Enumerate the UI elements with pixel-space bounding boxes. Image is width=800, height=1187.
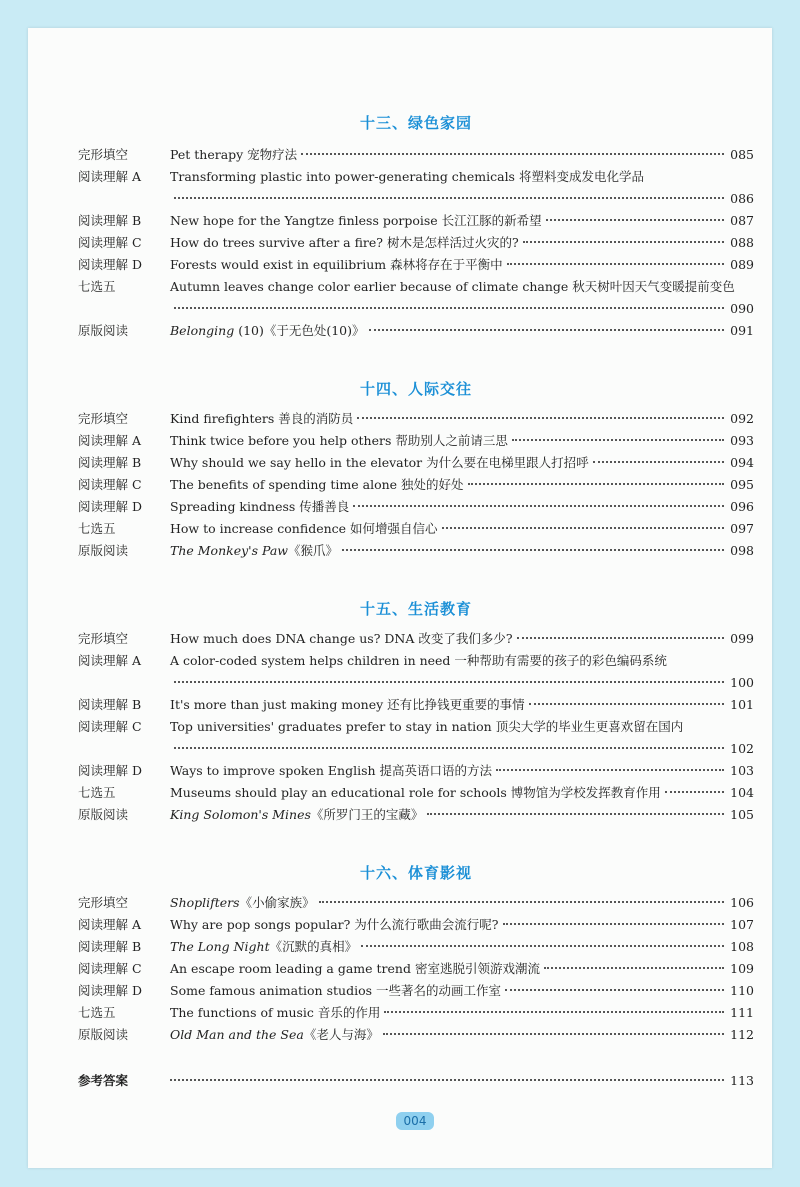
entry-page: 093	[730, 433, 754, 448]
entry-title: Spreading kindness 传播善良	[170, 499, 350, 514]
entry-page: 104	[730, 785, 754, 800]
toc-entry[interactable]	[78, 320, 754, 342]
entry-title: Forests would exist in equilibrium 森林将存在于平衡中	[170, 257, 503, 272]
entry-category: 阅读理解 C	[78, 235, 142, 250]
toc-entry[interactable]	[78, 936, 754, 958]
entry-page: 102	[730, 741, 754, 756]
entry-page: 090	[730, 301, 754, 316]
entry-category: 七选五	[78, 279, 116, 294]
answers-label: 参考答案	[78, 1073, 129, 1088]
entry-page: 113	[730, 1073, 754, 1088]
toc-entry[interactable]	[78, 430, 754, 452]
entry-page: 107	[730, 917, 754, 932]
entry-page: 092	[730, 411, 754, 426]
entry-page: 094	[730, 455, 754, 470]
entry-title: Belonging (10)《于无色处(10)》	[170, 323, 365, 338]
entry-page: 096	[730, 499, 754, 514]
entry-page: 089	[730, 257, 754, 272]
entry-title: Top universities' graduates prefer to stay in nation 顶尖大学的毕业生更喜欢留在国内	[170, 719, 684, 734]
entry-title: It's more than just making money 还有比挣钱更重要的事情	[170, 697, 525, 712]
section-title: 十五、生活教育	[359, 600, 472, 618]
toc-entry[interactable]	[78, 452, 754, 474]
toc-entry[interactable]	[78, 276, 754, 316]
toc-entry[interactable]	[78, 892, 754, 914]
entry-title: New hope for the Yangtze finless porpoise 长江江豚的新希望	[170, 213, 542, 228]
entry-title: Museums should play an educational role for schools 博物馆为学校发挥教育作用	[170, 785, 661, 800]
entry-title: Transforming plastic into power-generating chemicals 将塑料变成发电化学品	[170, 169, 644, 184]
entry-title: The Long Night《沉默的真相》	[170, 939, 358, 954]
entry-category: 完形填空	[78, 631, 129, 646]
entry-page: 101	[730, 697, 754, 712]
toc-entry[interactable]	[78, 694, 754, 716]
entry-page: 111	[730, 1005, 754, 1020]
entry-title: The functions of music 音乐的作用	[170, 1005, 381, 1020]
entry-category: 阅读理解 D	[78, 257, 142, 272]
entry-category: 完形填空	[78, 411, 129, 426]
entry-title: The benefits of spending time alone 独处的好处	[170, 477, 464, 492]
entry-category: 阅读理解 C	[78, 961, 142, 976]
entry-category: 原版阅读	[78, 323, 129, 338]
toc-entry[interactable]	[78, 408, 754, 430]
section-title: 十六、体育影视	[359, 864, 472, 882]
entry-category: 阅读理解 A	[78, 433, 142, 448]
entry-page: 108	[730, 939, 754, 954]
toc-entry[interactable]	[78, 518, 754, 540]
section-title: 十四、人际交往	[359, 380, 472, 398]
entry-title: A color-coded system helps children in need 一种帮助有需要的孩子的彩色编码系统	[170, 653, 667, 668]
entry-page: 087	[730, 213, 754, 228]
entry-page: 088	[730, 235, 754, 250]
toc-entry[interactable]	[78, 474, 754, 496]
entry-page: 109	[730, 961, 754, 976]
section-title: 十三、绿色家园	[359, 114, 472, 132]
toc-entry[interactable]	[78, 914, 754, 936]
entry-title: Think twice before you help others 帮助别人之前请三思	[170, 433, 508, 448]
toc-entry[interactable]	[78, 716, 754, 756]
entry-title: The Monkey's Paw《猴爪》	[170, 543, 339, 558]
entry-title: Autumn leaves change color earlier because of climate change 秋天树叶因天气变暖提前变色	[170, 279, 735, 294]
entry-title: Ways to improve spoken English 提高英语口语的方法	[170, 763, 493, 778]
entry-title: An escape room leading a game trend 密室逃脱引领游戏潮流	[170, 961, 540, 976]
entry-category: 阅读理解 C	[78, 719, 142, 734]
entry-page: 086	[730, 191, 754, 206]
entry-category: 阅读理解 A	[78, 169, 142, 184]
entry-page: 097	[730, 521, 754, 536]
entry-category: 七选五	[78, 521, 116, 536]
toc-entry[interactable]	[78, 166, 754, 206]
entry-title: Shoplifters《小偷家族》	[170, 895, 315, 910]
entry-page: 099	[730, 631, 754, 646]
toc-entry[interactable]	[78, 958, 754, 980]
toc-entry[interactable]	[78, 496, 754, 518]
entry-page: 091	[730, 323, 754, 338]
entry-title: King Solomon's Mines《所罗门王的宝藏》	[170, 807, 424, 822]
entry-page: 106	[730, 895, 754, 910]
entry-page: 105	[730, 807, 754, 822]
entry-category: 阅读理解 B	[78, 455, 142, 470]
entry-category: 七选五	[78, 1005, 116, 1020]
toc-entry[interactable]	[78, 540, 754, 562]
toc-entry[interactable]	[78, 782, 754, 804]
entry-title: Some famous animation studios 一些著名的动画工作室	[170, 983, 501, 998]
entry-page: 112	[730, 1027, 754, 1042]
toc-entry[interactable]	[78, 1002, 754, 1024]
entry-category: 阅读理解 A	[78, 653, 142, 668]
entry-title: How do trees survive after a fire? 树木是怎样活过火灾的?	[170, 235, 519, 250]
toc-entry-answers[interactable]	[78, 1070, 754, 1092]
entry-category: 阅读理解 D	[78, 763, 142, 778]
toc-entry[interactable]	[78, 1024, 754, 1046]
entry-page: 085	[730, 147, 754, 162]
entry-page: 100	[730, 675, 754, 690]
entry-category: 阅读理解 B	[78, 213, 142, 228]
entry-title: Pet therapy 宠物疗法	[170, 147, 298, 162]
toc-entry[interactable]	[78, 628, 754, 650]
entry-category: 完形填空	[78, 895, 129, 910]
toc-entry[interactable]	[78, 210, 754, 232]
entry-title: Why should we say hello in the elevator 为什么要在电梯里跟人打招呼	[170, 455, 589, 470]
toc-entry[interactable]	[78, 254, 754, 276]
entry-category: 阅读理解 B	[78, 697, 142, 712]
page-number-badge: 004	[396, 1112, 434, 1130]
entry-category: 阅读理解 D	[78, 983, 142, 998]
entry-category: 原版阅读	[78, 807, 129, 822]
book-page	[28, 28, 772, 1168]
toc-entry[interactable]	[78, 760, 754, 782]
toc-entry[interactable]	[78, 232, 754, 254]
entry-category: 阅读理解 A	[78, 917, 142, 932]
entry-page: 110	[730, 983, 754, 998]
entry-category: 阅读理解 B	[78, 939, 142, 954]
entry-page: 095	[730, 477, 754, 492]
entry-title: Old Man and the Sea《老人与海》	[170, 1027, 379, 1042]
entry-category: 原版阅读	[78, 1027, 129, 1042]
toc-entry[interactable]	[78, 980, 754, 1002]
entry-title: Kind firefighters 善良的消防员	[170, 411, 354, 426]
entry-category: 完形填空	[78, 147, 129, 162]
entry-page: 103	[730, 763, 754, 778]
entry-category: 阅读理解 D	[78, 499, 142, 514]
toc-entry[interactable]	[78, 144, 754, 166]
entry-category: 阅读理解 C	[78, 477, 142, 492]
toc-entry[interactable]	[78, 650, 754, 690]
entry-title: How much does DNA change us? DNA 改变了我们多少?	[170, 631, 513, 646]
entry-title: How to increase confidence 如何增强自信心	[170, 521, 438, 536]
entry-category: 原版阅读	[78, 543, 129, 558]
entry-page: 098	[730, 543, 754, 558]
entry-title: Why are pop songs popular? 为什么流行歌曲会流行呢?	[170, 917, 499, 932]
toc-entry[interactable]	[78, 804, 754, 826]
entry-category: 七选五	[78, 785, 116, 800]
